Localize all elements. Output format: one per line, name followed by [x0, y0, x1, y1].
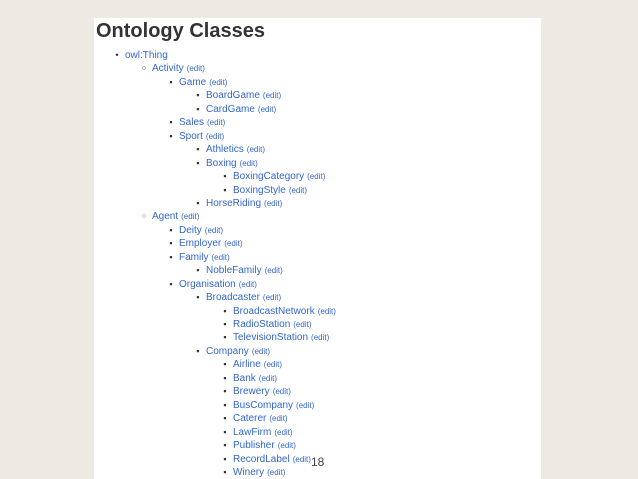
class-link[interactable]: HorseRiding: [206, 197, 262, 209]
square-bullet-icon: ▪: [169, 251, 173, 262]
disc-bullet-icon: •: [115, 50, 119, 60]
class-link[interactable]: BroadcastNetwork: [233, 305, 315, 317]
class-item: [141, 210, 200, 223]
class-link[interactable]: BoardGame: [206, 90, 260, 102]
square-bullet-icon: ▪: [223, 453, 227, 464]
class-item: [196, 345, 271, 358]
class-item: [223, 453, 311, 466]
square-bullet-icon: ▪: [223, 466, 227, 477]
class-link[interactable]: BoxingStyle: [233, 184, 286, 196]
class-item: [223, 318, 312, 331]
square-bullet-icon: ▪: [196, 292, 200, 303]
edit-link[interactable]: (edit): [207, 118, 226, 128]
square-bullet-icon: ▪: [169, 224, 173, 235]
edit-link[interactable]: (edit): [293, 320, 312, 329]
square-bullet-icon: ▪: [223, 319, 227, 329]
square-bullet-icon: ▪: [223, 359, 227, 370]
square-bullet-icon: ▪: [169, 76, 173, 87]
class-item: [223, 305, 336, 318]
square-bullet-icon: ▪: [223, 372, 227, 383]
square-bullet-icon: ▪: [196, 144, 200, 155]
class-item: [169, 278, 257, 291]
edit-link[interactable]: (edit): [296, 400, 315, 410]
circle-bullet-icon: ○: [141, 213, 147, 221]
square-bullet-icon: ▪: [223, 171, 227, 182]
class-item: [223, 466, 286, 479]
class-link[interactable]: TelevisionStation: [233, 332, 309, 344]
class-link[interactable]: BoxingCategory: [233, 171, 305, 183]
class-link[interactable]: Broadcaster: [206, 292, 260, 304]
class-item: [223, 412, 288, 425]
class-item: [196, 89, 282, 102]
class-item: [169, 116, 226, 129]
edit-link[interactable]: (edit): [238, 279, 257, 289]
class-item: [169, 224, 224, 237]
class-link[interactable]: RadioStation: [233, 319, 291, 330]
circle-bullet-icon: ○: [141, 65, 147, 73]
edit-link[interactable]: (edit): [181, 212, 200, 222]
square-bullet-icon: ▪: [169, 238, 173, 249]
class-link[interactable]: Boxing: [206, 157, 237, 169]
class-item: [169, 130, 225, 143]
edit-link[interactable]: (edit): [274, 427, 293, 437]
class-link[interactable]: RecordLabel: [233, 453, 290, 465]
class-item: [223, 439, 296, 452]
class-link[interactable]: Brewery: [233, 386, 270, 398]
edit-link[interactable]: (edit): [277, 441, 296, 451]
class-item: [115, 49, 168, 62]
class-item: [223, 331, 330, 344]
square-bullet-icon: ▪: [169, 130, 173, 141]
square-bullet-icon: ▪: [196, 103, 200, 114]
class-item: [196, 157, 258, 170]
edit-link[interactable]: (edit): [224, 239, 243, 249]
class-item: [196, 264, 283, 277]
square-bullet-icon: ▪: [223, 426, 227, 437]
edit-link[interactable]: (edit): [262, 91, 282, 101]
edit-link[interactable]: (edit): [257, 104, 277, 114]
edit-link[interactable]: (edit): [186, 64, 205, 74]
square-bullet-icon: ▪: [196, 157, 200, 168]
edit-link[interactable]: (edit): [205, 131, 225, 141]
class-link[interactable]: Agent: [152, 211, 179, 223]
square-bullet-icon: ▪: [223, 399, 227, 410]
edit-link[interactable]: (edit): [264, 266, 283, 276]
edit-link[interactable]: (edit): [311, 333, 330, 343]
edit-link[interactable]: (edit): [263, 360, 283, 370]
class-item: [196, 103, 277, 116]
square-bullet-icon: ▪: [196, 345, 200, 356]
edit-link[interactable]: (edit): [307, 172, 326, 182]
edit-link[interactable]: (edit): [264, 198, 283, 208]
class-link[interactable]: Publisher: [233, 440, 275, 452]
class-item: [196, 291, 282, 304]
class-link[interactable]: CardGame: [206, 103, 255, 115]
edit-link[interactable]: (edit): [211, 252, 230, 262]
class-link[interactable]: Deity: [179, 224, 202, 236]
class-link[interactable]: Caterer: [233, 413, 267, 425]
square-bullet-icon: ▪: [196, 265, 200, 276]
class-link[interactable]: Organisation: [179, 278, 236, 290]
square-bullet-icon: ▪: [169, 117, 173, 128]
edit-link[interactable]: (edit): [258, 373, 278, 383]
class-link[interactable]: NobleFamily: [206, 265, 262, 277]
square-bullet-icon: ▪: [223, 386, 227, 397]
edit-link[interactable]: (edit): [239, 158, 258, 168]
slide-number: 18: [311, 455, 325, 469]
square-bullet-icon: ▪: [223, 440, 227, 451]
edit-link[interactable]: (edit): [288, 185, 308, 195]
edit-link[interactable]: (edit): [272, 387, 291, 397]
edit-link[interactable]: (edit): [246, 145, 266, 155]
class-link[interactable]: owl:Thing: [125, 50, 168, 61]
class-link[interactable]: BusCompany: [233, 399, 294, 411]
page-title: Ontology Classes: [96, 20, 265, 42]
class-link[interactable]: Family: [179, 251, 209, 263]
class-item: [169, 251, 230, 264]
class-item: [223, 399, 315, 412]
class-item: [169, 76, 228, 89]
class-link[interactable]: Sales: [179, 117, 205, 129]
class-link[interactable]: Airline: [233, 359, 261, 371]
square-bullet-icon: ▪: [169, 278, 173, 289]
class-link[interactable]: LawFirm: [233, 426, 272, 438]
class-item: [141, 62, 205, 75]
square-bullet-icon: ▪: [223, 305, 227, 316]
edit-link[interactable]: (edit): [269, 414, 288, 424]
square-bullet-icon: ▪: [196, 90, 200, 101]
edit-link[interactable]: (edit): [292, 454, 311, 464]
class-link[interactable]: Company: [206, 345, 249, 357]
square-bullet-icon: ▪: [196, 197, 200, 208]
square-bullet-icon: ▪: [223, 332, 227, 343]
class-item: [169, 237, 243, 250]
edit-link[interactable]: (edit): [267, 467, 286, 477]
class-link[interactable]: Employer: [179, 238, 222, 250]
class-item: [223, 372, 278, 385]
class-link[interactable]: Bank: [233, 372, 256, 384]
class-link[interactable]: Athletics: [206, 144, 244, 156]
square-bullet-icon: ▪: [223, 413, 227, 424]
content-panel: [94, 18, 541, 479]
class-item: [196, 143, 266, 156]
edit-link[interactable]: (edit): [262, 293, 282, 303]
class-item: [223, 426, 293, 439]
edit-link[interactable]: (edit): [251, 346, 271, 356]
class-item: [196, 197, 283, 210]
class-item: [223, 184, 308, 197]
class-link[interactable]: Winery: [233, 466, 265, 478]
edit-link[interactable]: (edit): [317, 306, 336, 316]
class-item: [223, 358, 283, 371]
edit-link[interactable]: (edit): [204, 225, 224, 235]
square-bullet-icon: ▪: [223, 184, 227, 195]
edit-link[interactable]: (edit): [209, 77, 228, 87]
class-link[interactable]: Game: [179, 76, 207, 88]
class-item: [223, 170, 326, 183]
class-link[interactable]: Activity: [152, 63, 184, 75]
class-item: [223, 385, 291, 398]
class-link[interactable]: Sport: [179, 130, 203, 142]
